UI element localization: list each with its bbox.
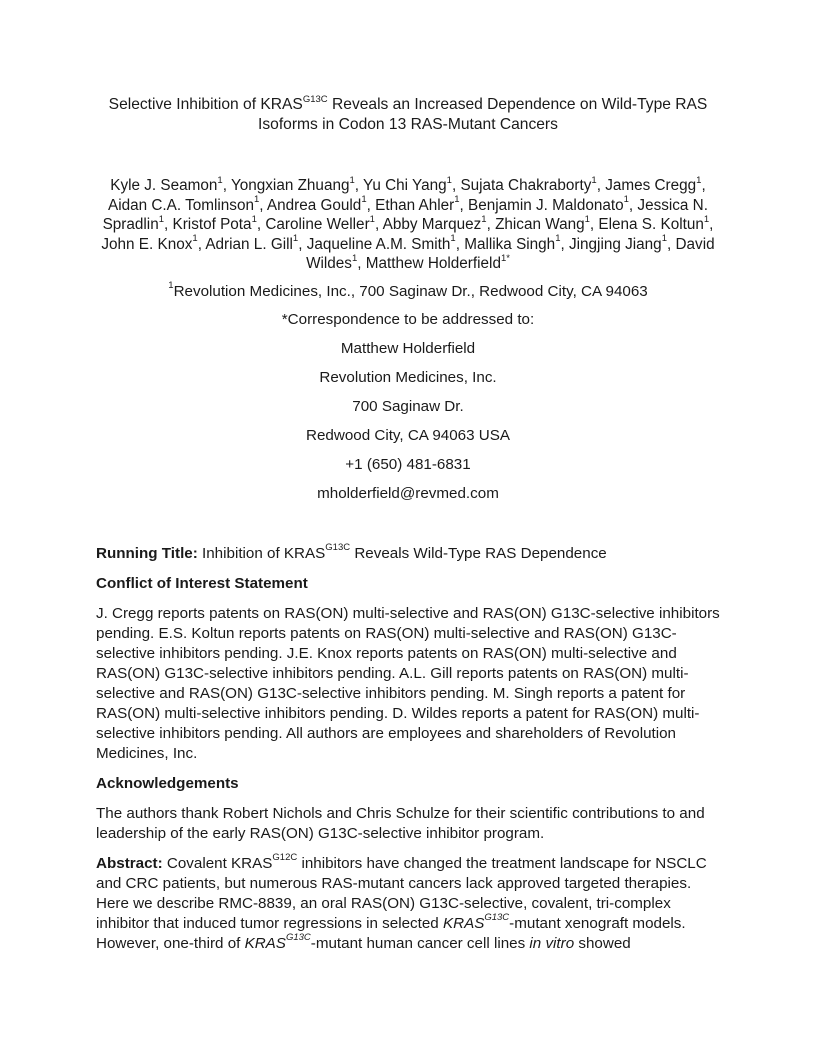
author-name: James Cregg (605, 177, 697, 194)
author (495, 213, 590, 233)
author (205, 233, 299, 253)
author-affiliation-mark: 1 (251, 213, 257, 225)
author-name: Ethan Ahler (375, 196, 455, 214)
author-name: Mallika Singh (464, 235, 556, 253)
author-name: Aidan C.A. Tomlinson (108, 196, 254, 214)
affiliation: $^1$Revolution Medicines, Inc., 700 Saginaw Dr., Redwood City, CA 94063 (168, 280, 648, 300)
acknowledgements-heading: Acknowledgements (96, 774, 239, 792)
correspondence-street: 700 Saginaw Dr. (352, 397, 464, 415)
correspondence-phone: +1 (650) 481-6831 (345, 455, 471, 473)
author-name: Jessica N. Spradlin (102, 196, 708, 233)
conflict-text: J. Cregg reports patents on RAS(ON) multi-selective and RAS(ON) G13C-selective inhibitors pending. E.S. Koltun reports patents on RAS(ON) multi-selective and RAS(ON) G13C-selective inhibitors pending. J.E. Knox reports patents on RAS(ON) multi-selective and RAS(ON) G13C-selective inhibitors pending. A.L. Gill reports patents on RAS(ON) multi-selective and RAS(ON) G13C-selective inhibitors pending. M. Singh reports a patent for RAS(ON) multi-selective inhibitors pending. D. Wildes reports a patent for RAS(ON) multi-selective inhibitors pending. All authors are employees and shareholders of Revolution Medicines, Inc. (96, 604, 720, 762)
acknowledgements-text: The authors thank Robert Nichols and Chris Schulze for their scientific contributions to and leadership of the early RAS(ON) G13C-selective inhibitor program. (96, 804, 705, 842)
author-affiliation-mark: 1 (696, 174, 702, 186)
correspondence-email[interactable]: mholderfield@revmed.com (317, 484, 499, 502)
author-affiliation-mark: 1 (361, 194, 367, 206)
author-affiliation-mark: 1 (661, 233, 667, 245)
author-name: Andrea Gould (266, 196, 362, 214)
author-name: Zhican Wang (495, 216, 585, 233)
author-affiliation-mark: 1 (349, 174, 355, 186)
author (464, 233, 561, 253)
author-affiliation-mark: 1 (253, 194, 260, 206)
author (598, 213, 710, 233)
author-affiliation-mark: 1 (584, 213, 590, 225)
author-affiliation-mark: 1 (158, 213, 164, 225)
author (265, 213, 375, 233)
author (363, 174, 452, 194)
author (460, 174, 597, 194)
author-affiliation-mark: 1 (623, 194, 629, 206)
author (375, 194, 460, 214)
author-name: Adrian L. Gill (205, 235, 293, 253)
author-name: David Wildes (306, 235, 715, 272)
author-name: John E. Knox (101, 235, 193, 253)
author-affiliation-mark: 1 (369, 213, 375, 225)
author (468, 194, 629, 214)
correspondence-name: Matthew Holderfield (340, 339, 476, 357)
author-affiliation-mark: 1 (703, 213, 710, 225)
author (382, 213, 487, 233)
correspondence-block (96, 310, 720, 504)
author-name: Benjamin J. Maldonato (468, 196, 624, 214)
author-affiliation-mark: 1 (481, 213, 487, 225)
author-affiliation-mark: 1 (351, 252, 358, 264)
author (605, 174, 702, 194)
author-affiliation-mark: 1 (591, 174, 597, 186)
author (266, 194, 367, 214)
author-name: Yongxian Zhuang (230, 177, 350, 194)
author-affiliation-mark: 1 (192, 233, 198, 245)
author-name: Sujata Chakraborty (460, 177, 592, 194)
paper-page (96, 95, 720, 954)
correspondence-city: Redwood City, CA 94063 USA (305, 426, 510, 444)
author (365, 252, 510, 272)
author-name: Abby Marquez (382, 216, 482, 233)
author-name: Jingjing Jiang (569, 235, 662, 253)
author (306, 233, 456, 253)
correspondence-heading: *Correspondence to be addressed to: (281, 310, 535, 328)
abstract: Abstract: Covalent $KRAS^{G12C}$ inhibitors have changed the treatment landscape for NSCLC and CRC patients, but numerous RAS-mutant cancers lack approved targeted therapies. Here we describe RMC-8839, an oral RAS(ON) G13C-selective, covalent, tri-complex inhibitor that induced tumor regressions in selected $KRAS^{G13C}$-mutant xenograft models. However, one-third of $KRAS^{G13C}$-mutant human cancer cell lines in vitro showed (96, 852, 707, 952)
author-affiliation-mark: 1 (446, 174, 452, 186)
author-name: Elena S. Koltun (598, 216, 704, 233)
author-name: Caroline Weller (265, 216, 370, 233)
author (569, 233, 667, 253)
author-affiliation-mark: 1 (555, 233, 561, 245)
author-affiliation-mark: 1 (454, 194, 460, 206)
author-affiliation-mark: 1 (292, 233, 299, 245)
author-name: Jaqueline A.M. Smith (306, 235, 451, 253)
author (108, 194, 260, 214)
author-list: Kyle J. Seamon$^1$, Yongxian Zhuang$^1$, Yu Chi Yang$^1$, Sujata Chakraborty$^1$, James Cregg$^1$, Aidan C.A. Tomlinson$^1$, Andrea Gould$^1$, Ethan Ahler$^1$, Benjamin J. Maldonato$^1$, Jessica N. Spradlin$^1$, Kristof Pota$^1$, Caroline Weller$^1$, Abby Marquez$^1$, Zhican Wang$^1$, Elena S. Koltun$^1$, John E. Knox$^1$, Adrian L. Gill$^1$, Jaqueline A.M. Smith$^1$, Mallika Singh$^1$, Jingjing Jiang$^1$, David Wildes$^1$, Matthew Holderfield$^{1*}$ (101, 174, 715, 272)
author-affiliation-mark: 1 (217, 174, 223, 186)
paper-title: Selective Inhibition of $KRAS^{G13C}$ Reveals an Increased Dependence on Wild-Type RAS Isoforms in Codon 13 RAS-Mutant Cancers (108, 93, 708, 133)
author-name: Yu Chi Yang (363, 177, 447, 194)
running-title: Running Title: Inhibition of $KRAS^{G13C}$ Reveals Wild-Type RAS Dependence (96, 542, 607, 562)
author-affiliation-mark: 1* (500, 252, 510, 264)
author (101, 233, 198, 253)
author (110, 174, 223, 194)
author-name: Kristof Pota (172, 216, 252, 233)
author-affiliation-mark: 1 (450, 233, 456, 245)
author-name: Matthew Holderfield (365, 255, 501, 272)
author-name: Kyle J. Seamon (110, 177, 218, 194)
author (230, 174, 355, 194)
conflict-heading: Conflict of Interest Statement (96, 574, 308, 592)
author (172, 213, 257, 233)
correspondence-organization: Revolution Medicines, Inc. (319, 368, 497, 386)
